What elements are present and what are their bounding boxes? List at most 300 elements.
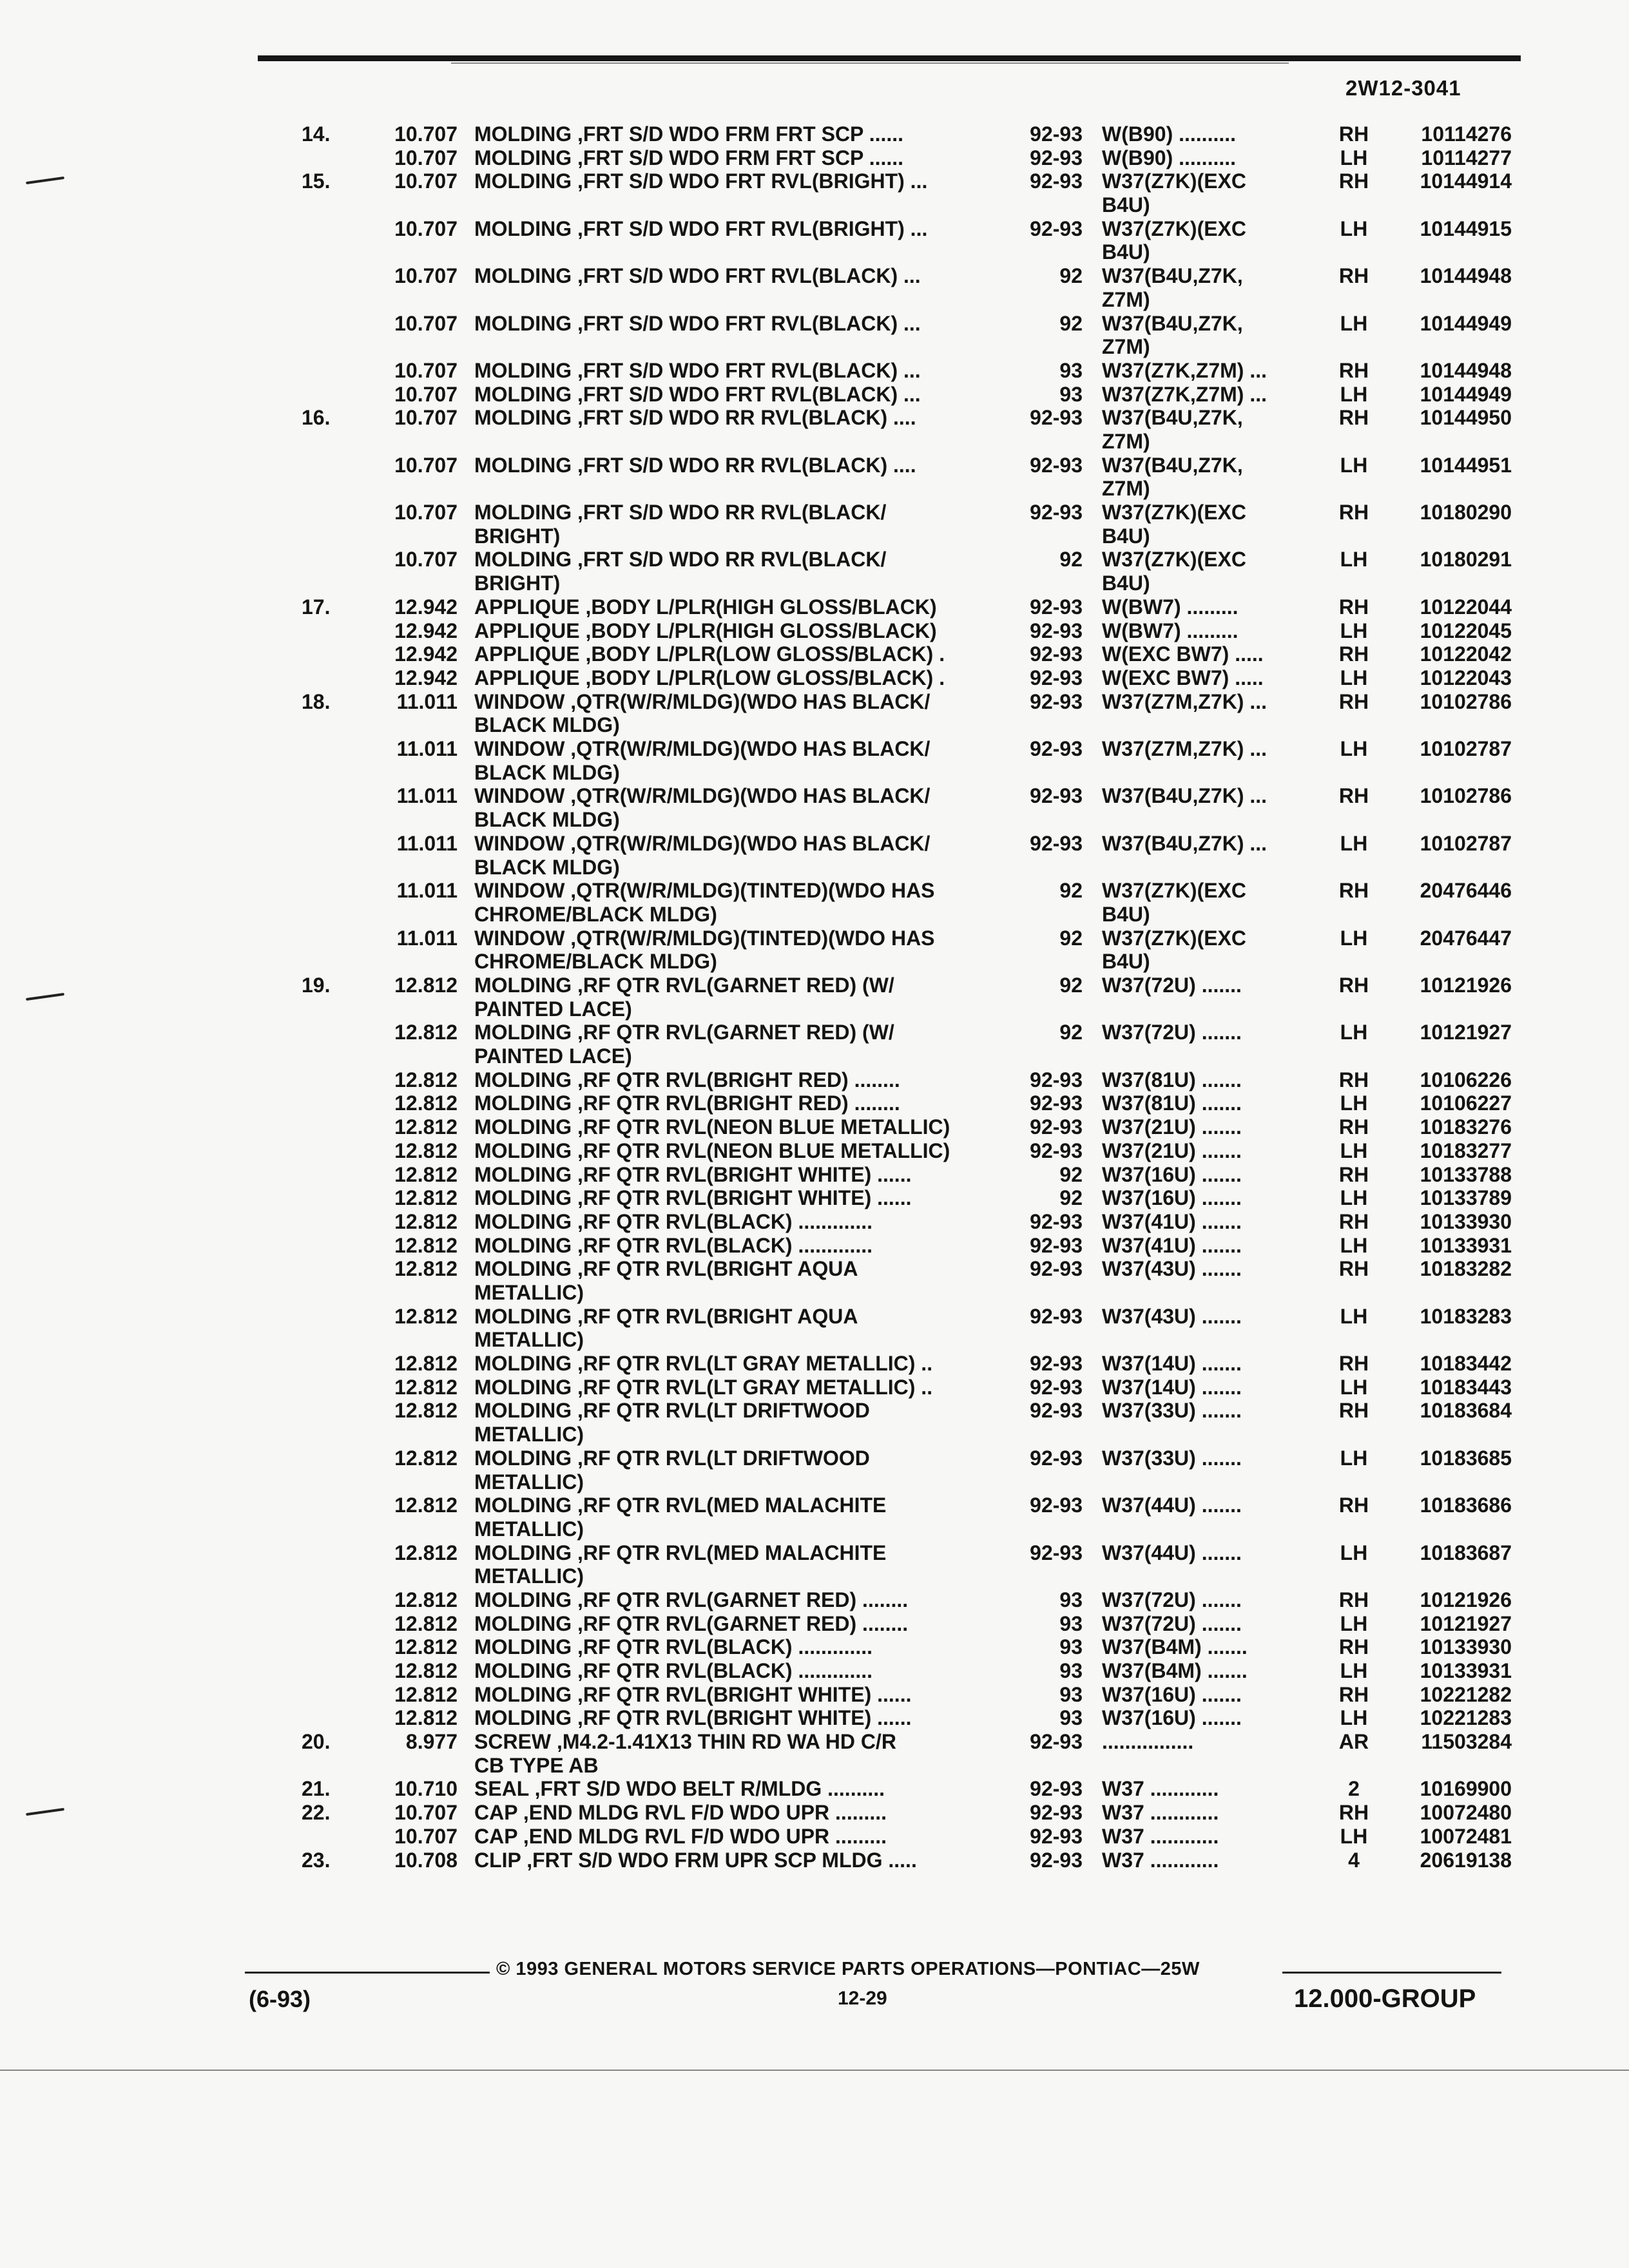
usage-code: W37(44U) ....... (1102, 1541, 1242, 1564)
table-row (0, 690, 1629, 737)
usage-code: W37(Z7K)(EXC B4U) (1102, 879, 1247, 926)
usage-code: W37(44U) ....... (1102, 1494, 1242, 1517)
quantity: RH (1338, 1399, 1369, 1423)
table-row (0, 1257, 1629, 1304)
group-number: 12.812 (394, 1091, 458, 1115)
model-years: 93 (1059, 1611, 1083, 1635)
usage-code: W37(Z7K)(EXC B4U) (1102, 926, 1247, 974)
group-number: 8.977 (405, 1730, 458, 1754)
table-row (0, 406, 1629, 453)
part-description: WINDOW ,QTR(W/R/MLDG)(TINTED)(WDO HAS CHROME/BLACK MLDG) (474, 879, 935, 926)
model-years: 92 (1059, 311, 1083, 335)
model-years: 92 (1059, 1186, 1083, 1210)
quantity: LH (1340, 1706, 1368, 1730)
quantity: RH (1338, 973, 1369, 997)
part-description: MOLDING ,RF QTR RVL(LT DRIFTWOOD METALLIC) (474, 1446, 870, 1494)
usage-code: W37(43U) ....... (1102, 1257, 1242, 1281)
quantity: RH (1338, 169, 1369, 193)
model-years: 93 (1059, 1659, 1083, 1683)
group-number: 12.812 (394, 1021, 458, 1044)
part-description: CAP ,END MLDG RVL F/D WDO UPR ......... (474, 1801, 887, 1825)
table-row (0, 383, 1629, 407)
usage-code: W37(B4U,Z7K, Z7M) (1102, 453, 1243, 501)
part-number: 10133930 (1420, 1635, 1512, 1659)
table-row (0, 1376, 1629, 1399)
quantity: RH (1338, 784, 1369, 808)
group-number: 12.942 (394, 619, 458, 642)
group-number: 12.812 (394, 1257, 458, 1281)
part-description: APPLIQUE ,BODY L/PLR(HIGH GLOSS/BLACK) (474, 595, 937, 619)
part-description: MOLDING ,RF QTR RVL(GARNET RED) ........ (474, 1611, 909, 1635)
table-row (0, 1399, 1629, 1446)
group-number: 10.707 (394, 501, 458, 524)
scan-edge-line (0, 2070, 1629, 2071)
part-description: MOLDING ,FRT S/D WDO RR RVL(BLACK/ BRIGHT) (474, 548, 887, 595)
part-number: 10121926 (1420, 1588, 1512, 1611)
part-number: 10072481 (1420, 1824, 1512, 1848)
part-number: 10114277 (1421, 146, 1512, 169)
group-number: 12.812 (394, 1186, 458, 1210)
table-row (0, 737, 1629, 784)
model-years: 92 (1059, 1162, 1083, 1186)
usage-code: W37(72U) ....... (1102, 973, 1242, 997)
quantity: RH (1338, 1257, 1369, 1281)
model-years: 93 (1059, 1635, 1083, 1659)
part-description: MOLDING ,RF QTR RVL(GARNET RED) (W/ PAINTED LACE) (474, 1021, 894, 1068)
quantity: LH (1340, 548, 1368, 572)
part-number: 10144951 (1420, 453, 1512, 477)
group-number: 10.707 (394, 311, 458, 335)
part-description: MOLDING ,FRT S/D WDO FRM FRT SCP ...... (474, 146, 904, 169)
quantity: RH (1338, 595, 1369, 619)
table-row (0, 1801, 1629, 1825)
usage-code: W37(Z7M,Z7K) ... (1102, 689, 1268, 713)
model-years: 92-93 (1030, 1777, 1083, 1801)
model-years: 92-93 (1030, 1446, 1083, 1470)
usage-code: W37(81U) ....... (1102, 1068, 1242, 1091)
usage-code: W37(81U) ....... (1102, 1091, 1242, 1115)
table-row (0, 1730, 1629, 1777)
part-description: WINDOW ,QTR(W/R/MLDG)(WDO HAS BLACK/ BLACK MLDG) (474, 737, 930, 784)
part-description: MOLDING ,RF QTR RVL(LT GRAY METALLIC) .. (474, 1352, 933, 1376)
quantity: LH (1340, 1446, 1368, 1470)
part-description: MOLDING ,RF QTR RVL(MED MALACHITE METALLIC) (474, 1494, 887, 1541)
table-row (0, 1352, 1629, 1376)
quantity: RH (1338, 1352, 1369, 1376)
usage-code: W37(16U) ....... (1102, 1186, 1242, 1210)
part-description: MOLDING ,RF QTR RVL(BRIGHT WHITE) ...... (474, 1682, 912, 1706)
table-row (0, 1825, 1629, 1849)
quantity: LH (1340, 311, 1368, 335)
group-number: 10.708 (394, 1848, 458, 1872)
group-number: 12.812 (394, 1682, 458, 1706)
quantity: LH (1340, 382, 1368, 406)
model-years: 92-93 (1030, 1304, 1083, 1328)
quantity: RH (1338, 1682, 1369, 1706)
table-row (0, 1635, 1629, 1659)
part-number: 10180291 (1420, 548, 1512, 572)
quantity: RH (1338, 1209, 1369, 1233)
part-description: MOLDING ,RF QTR RVL(BRIGHT RED) ........ (474, 1068, 900, 1091)
part-number: 10183282 (1420, 1257, 1512, 1281)
part-description: APPLIQUE ,BODY L/PLR(LOW GLOSS/BLACK) . (474, 666, 945, 689)
group-number: 10.710 (394, 1777, 458, 1801)
part-number: 10183687 (1420, 1541, 1512, 1564)
ref-number: 15. (302, 169, 331, 193)
quantity: LH (1340, 1824, 1368, 1848)
group-number: 12.812 (394, 1541, 458, 1564)
quantity: RH (1338, 358, 1369, 382)
group-number: 11.011 (396, 737, 458, 761)
quantity: LH (1340, 666, 1368, 689)
table-row (0, 548, 1629, 595)
table-row (0, 264, 1629, 311)
usage-code: W37(B4U,Z7K, Z7M) (1102, 264, 1243, 311)
part-number: 20476446 (1420, 879, 1512, 903)
table-row (0, 1659, 1629, 1683)
part-description: SCREW ,M4.2-1.41X13 THIN RD WA HD C/R CB TYPE AB (474, 1730, 896, 1777)
part-description: MOLDING ,FRT S/D WDO FRT RVL(BRIGHT) ... (474, 169, 928, 193)
table-row (0, 619, 1629, 643)
copyright-line: © 1993 GENERAL MOTORS SERVICE PARTS OPERATIONS—PONTIAC—25W (496, 1959, 1200, 1979)
model-years: 92-93 (1030, 1068, 1083, 1091)
part-number: 10133930 (1420, 1209, 1512, 1233)
part-number: 10183443 (1420, 1375, 1512, 1399)
quantity: LH (1340, 216, 1368, 240)
group-number: 11.011 (396, 689, 458, 713)
ref-number: 18. (302, 689, 331, 713)
part-number: 10121927 (1420, 1611, 1512, 1635)
quantity: LH (1340, 1021, 1368, 1044)
usage-code: W37(B4U,Z7K) ... (1102, 831, 1268, 855)
ref-number: 23. (302, 1848, 331, 1872)
part-number: 10183686 (1420, 1494, 1512, 1517)
table-row (0, 1494, 1629, 1541)
group-number: 12.812 (394, 1352, 458, 1376)
part-number: 10144949 (1420, 311, 1512, 335)
quantity: LH (1340, 737, 1368, 761)
model-years: 92-93 (1030, 1848, 1083, 1872)
group-number: 10.707 (394, 264, 458, 288)
group-number: 10.707 (394, 122, 458, 146)
part-description: MOLDING ,RF QTR RVL(BLACK) ............. (474, 1233, 873, 1257)
part-description: MOLDING ,FRT S/D WDO RR RVL(BLACK/ BRIGHT) (474, 501, 887, 548)
group-number: 10.707 (394, 548, 458, 572)
model-years: 92-93 (1030, 1494, 1083, 1517)
model-years: 92 (1059, 926, 1083, 950)
usage-code: ................ (1102, 1730, 1194, 1754)
table-row (0, 974, 1629, 1021)
quantity: LH (1340, 1091, 1368, 1115)
usage-code: W37 ............ (1102, 1848, 1219, 1872)
usage-code: W37 ............ (1102, 1777, 1219, 1801)
table-row (0, 1091, 1629, 1115)
quantity: RH (1338, 122, 1369, 146)
table-row (0, 169, 1629, 216)
part-description: MOLDING ,FRT S/D WDO RR RVL(BLACK) .... (474, 453, 916, 477)
group-number: 10.707 (394, 1801, 458, 1825)
ref-number: 20. (302, 1730, 331, 1754)
table-row (0, 1849, 1629, 1872)
quantity: AR (1338, 1730, 1369, 1754)
group-number: 11.011 (396, 879, 458, 903)
group-number: 12.942 (394, 642, 458, 666)
group-number: 11.011 (396, 831, 458, 855)
part-description: MOLDING ,RF QTR RVL(GARNET RED) ........ (474, 1588, 909, 1611)
usage-code: W37(33U) ....... (1102, 1446, 1242, 1470)
part-number: 10102787 (1420, 737, 1512, 761)
part-number: 10114276 (1421, 122, 1512, 146)
model-years: 93 (1059, 1706, 1083, 1730)
model-years: 92-93 (1030, 122, 1083, 146)
table-row (0, 1186, 1629, 1210)
part-description: MOLDING ,RF QTR RVL(NEON BLUE METALLIC) (474, 1115, 950, 1139)
quantity: LH (1340, 1541, 1368, 1564)
page-number: 12-29 (838, 1988, 887, 2009)
group-number: 10.707 (394, 216, 458, 240)
part-description: MOLDING ,FRT S/D WDO FRT RVL(BLACK) ... (474, 358, 921, 382)
group-number: 12.942 (394, 595, 458, 619)
table-row (0, 146, 1629, 170)
part-number: 10106226 (1420, 1068, 1512, 1091)
part-number: 10144948 (1420, 358, 1512, 382)
usage-code: W37(Z7K)(EXC B4U) (1102, 169, 1247, 217)
model-years: 93 (1059, 1588, 1083, 1611)
usage-code: W37(16U) ....... (1102, 1706, 1242, 1730)
group-label: 12.000-GROUP (1294, 1984, 1476, 2013)
part-number: 10144949 (1420, 382, 1512, 406)
ref-number: 14. (302, 122, 331, 146)
table-row (0, 1588, 1629, 1612)
quantity: LH (1340, 1186, 1368, 1210)
part-number: 10183442 (1420, 1352, 1512, 1376)
model-years: 92-93 (1030, 1730, 1083, 1754)
part-description: WINDOW ,QTR(W/R/MLDG)(WDO HAS BLACK/ BLACK MLDG) (474, 689, 930, 737)
usage-code: W37(21U) ....... (1102, 1139, 1242, 1162)
table-row (0, 1115, 1629, 1139)
part-number: 10144950 (1420, 406, 1512, 430)
table-row (0, 927, 1629, 974)
model-years: 92-93 (1030, 1399, 1083, 1423)
part-number: 10072480 (1420, 1801, 1512, 1825)
group-number: 10.707 (394, 169, 458, 193)
quantity: RH (1338, 1494, 1369, 1517)
quantity: RH (1338, 642, 1369, 666)
table-row (0, 122, 1629, 146)
quantity: RH (1338, 1801, 1369, 1825)
quantity: RH (1338, 1635, 1369, 1659)
table-row (0, 1612, 1629, 1636)
part-description: MOLDING ,RF QTR RVL(LT GRAY METALLIC) .. (474, 1375, 933, 1399)
table-row (0, 1683, 1629, 1707)
model-years: 92-93 (1030, 1824, 1083, 1848)
model-years: 92-93 (1030, 1352, 1083, 1376)
quantity: LH (1340, 831, 1368, 855)
part-number: 10121927 (1420, 1021, 1512, 1044)
part-description: MOLDING ,FRT S/D WDO RR RVL(BLACK) .... (474, 406, 916, 430)
part-number: 10133788 (1420, 1162, 1512, 1186)
model-years: 92-93 (1030, 1375, 1083, 1399)
ref-number: 21. (302, 1777, 331, 1801)
ref-number: 19. (302, 973, 331, 997)
usage-code: W37(B4M) ....... (1102, 1635, 1248, 1659)
group-number: 12.812 (394, 973, 458, 997)
part-description: MOLDING ,RF QTR RVL(LT DRIFTWOOD METALLIC) (474, 1399, 870, 1446)
table-row (0, 784, 1629, 831)
part-number: 10144914 (1420, 169, 1512, 193)
part-description: WINDOW ,QTR(W/R/MLDG)(WDO HAS BLACK/ BLACK MLDG) (474, 831, 930, 879)
model-years: 92 (1059, 879, 1083, 903)
usage-code: W37 ............ (1102, 1824, 1219, 1848)
part-description: MOLDING ,RF QTR RVL(BRIGHT WHITE) ...... (474, 1162, 912, 1186)
part-description: MOLDING ,RF QTR RVL(BRIGHT WHITE) ...... (474, 1706, 912, 1730)
part-number: 10102787 (1420, 831, 1512, 855)
usage-code: W37(Z7K,Z7M) ... (1102, 382, 1268, 406)
model-years: 92-93 (1030, 1541, 1083, 1564)
usage-code: W(B90) .......... (1102, 122, 1237, 146)
usage-code: W(BW7) ......... (1102, 619, 1239, 642)
part-number: 10133931 (1420, 1659, 1512, 1683)
part-number: 10221283 (1420, 1706, 1512, 1730)
part-number: 10183277 (1420, 1139, 1512, 1162)
part-number: 10102786 (1420, 689, 1512, 713)
group-number: 12.812 (394, 1446, 458, 1470)
table-row (0, 1021, 1629, 1068)
part-description: APPLIQUE ,BODY L/PLR(HIGH GLOSS/BLACK) (474, 619, 937, 642)
table-row (0, 1446, 1629, 1494)
group-number: 10.707 (394, 453, 458, 477)
usage-code: W(B90) .......... (1102, 146, 1237, 169)
group-number: 10.707 (394, 1824, 458, 1848)
part-description: MOLDING ,FRT S/D WDO FRT RVL(BLACK) ... (474, 311, 921, 335)
parts-table (0, 122, 1629, 1872)
table-row (0, 1305, 1629, 1352)
part-number: 10144948 (1420, 264, 1512, 288)
group-number: 12.812 (394, 1399, 458, 1423)
part-description: CAP ,END MLDG RVL F/D WDO UPR ......... (474, 1824, 887, 1848)
group-number: 12.812 (394, 1588, 458, 1611)
footer-rule-left (245, 1972, 490, 1974)
group-number: 10.707 (394, 358, 458, 382)
table-row (0, 1706, 1629, 1730)
part-description: MOLDING ,RF QTR RVL(BLACK) ............. (474, 1659, 873, 1683)
group-number: 12.812 (394, 1375, 458, 1399)
model-years: 92-93 (1030, 453, 1083, 477)
footer-rule-right (1282, 1972, 1501, 1974)
table-row (0, 501, 1629, 548)
usage-code: W37(21U) ....... (1102, 1115, 1242, 1139)
part-number: 11503284 (1421, 1730, 1512, 1754)
group-number: 12.812 (394, 1233, 458, 1257)
group-number: 12.812 (394, 1659, 458, 1683)
usage-code: W37(Z7K)(EXC B4U) (1102, 548, 1247, 595)
quantity: RH (1338, 501, 1369, 524)
part-number: 10144915 (1420, 216, 1512, 240)
page-code: 2W12-3041 (1345, 76, 1461, 100)
model-years: 92-93 (1030, 1091, 1083, 1115)
table-row (0, 217, 1629, 264)
part-number: 10183276 (1420, 1115, 1512, 1139)
part-description: MOLDING ,RF QTR RVL(NEON BLUE METALLIC) (474, 1139, 950, 1162)
model-years: 92 (1059, 548, 1083, 572)
group-number: 11.011 (396, 926, 458, 950)
table-row (0, 879, 1629, 926)
model-years: 92-93 (1030, 1115, 1083, 1139)
usage-code: W(EXC BW7) ..... (1102, 666, 1264, 689)
table-row (0, 595, 1629, 619)
part-description: MOLDING ,FRT S/D WDO FRT RVL(BRIGHT) ... (474, 216, 928, 240)
usage-code: W37(72U) ....... (1102, 1611, 1242, 1635)
group-number: 12.812 (394, 1162, 458, 1186)
model-years: 92-93 (1030, 169, 1083, 193)
part-description: MOLDING ,RF QTR RVL(MED MALACHITE METALLIC) (474, 1541, 887, 1588)
part-description: MOLDING ,RF QTR RVL(BLACK) ............. (474, 1209, 873, 1233)
part-description: MOLDING ,RF QTR RVL(BLACK) ............. (474, 1635, 873, 1659)
model-years: 92 (1059, 1021, 1083, 1044)
part-number: 10122045 (1420, 619, 1512, 642)
usage-code: W37(16U) ....... (1102, 1682, 1242, 1706)
quantity: LH (1340, 1659, 1368, 1683)
group-number: 12.812 (394, 1706, 458, 1730)
usage-code: W37(16U) ....... (1102, 1162, 1242, 1186)
header-rule-thin (451, 62, 1289, 64)
group-number: 10.707 (394, 406, 458, 430)
ref-number: 22. (302, 1801, 331, 1825)
part-number: 10133789 (1420, 1186, 1512, 1210)
quantity: LH (1340, 926, 1368, 950)
usage-code: W37(43U) ....... (1102, 1304, 1242, 1328)
table-row (0, 1541, 1629, 1588)
part-number: 10133931 (1420, 1233, 1512, 1257)
part-number: 10180290 (1420, 501, 1512, 524)
group-number: 12.812 (394, 1209, 458, 1233)
table-row (0, 1234, 1629, 1258)
model-years: 92-93 (1030, 784, 1083, 808)
header-rule (258, 55, 1521, 61)
part-number: 10122044 (1420, 595, 1512, 619)
table-row (0, 454, 1629, 501)
quantity: 4 (1348, 1848, 1360, 1872)
part-number: 10221282 (1420, 1682, 1512, 1706)
group-number: 12.812 (394, 1115, 458, 1139)
usage-code: W37(Z7K,Z7M) ... (1102, 358, 1268, 382)
quantity: RH (1338, 1115, 1369, 1139)
quantity: RH (1338, 1162, 1369, 1186)
usage-code: W37(B4U,Z7K, Z7M) (1102, 311, 1243, 359)
quantity: 2 (1348, 1777, 1360, 1801)
model-years: 92 (1059, 264, 1083, 288)
part-number: 10122043 (1420, 666, 1512, 689)
group-number: 12.812 (394, 1635, 458, 1659)
usage-code: W37(Z7K)(EXC B4U) (1102, 216, 1247, 264)
part-description: WINDOW ,QTR(W/R/MLDG)(WDO HAS BLACK/ BLACK MLDG) (474, 784, 930, 832)
model-years: 92-93 (1030, 216, 1083, 240)
part-description: WINDOW ,QTR(W/R/MLDG)(TINTED)(WDO HAS CHROME/BLACK MLDG) (474, 926, 935, 974)
model-years: 93 (1059, 358, 1083, 382)
quantity: LH (1340, 1611, 1368, 1635)
part-description: MOLDING ,FRT S/D WDO FRM FRT SCP ...... (474, 122, 904, 146)
model-years: 92-93 (1030, 146, 1083, 169)
quantity: RH (1338, 406, 1369, 430)
part-number: 20619138 (1420, 1848, 1512, 1872)
part-description: MOLDING ,RF QTR RVL(BRIGHT AQUA METALLIC) (474, 1304, 858, 1352)
group-number: 11.011 (396, 784, 458, 808)
part-number: 10122042 (1420, 642, 1512, 666)
table-row (0, 1139, 1629, 1163)
part-description: MOLDING ,FRT S/D WDO FRT RVL(BLACK) ... (474, 382, 921, 406)
model-years: 92-93 (1030, 1209, 1083, 1233)
ref-number: 17. (302, 595, 331, 619)
